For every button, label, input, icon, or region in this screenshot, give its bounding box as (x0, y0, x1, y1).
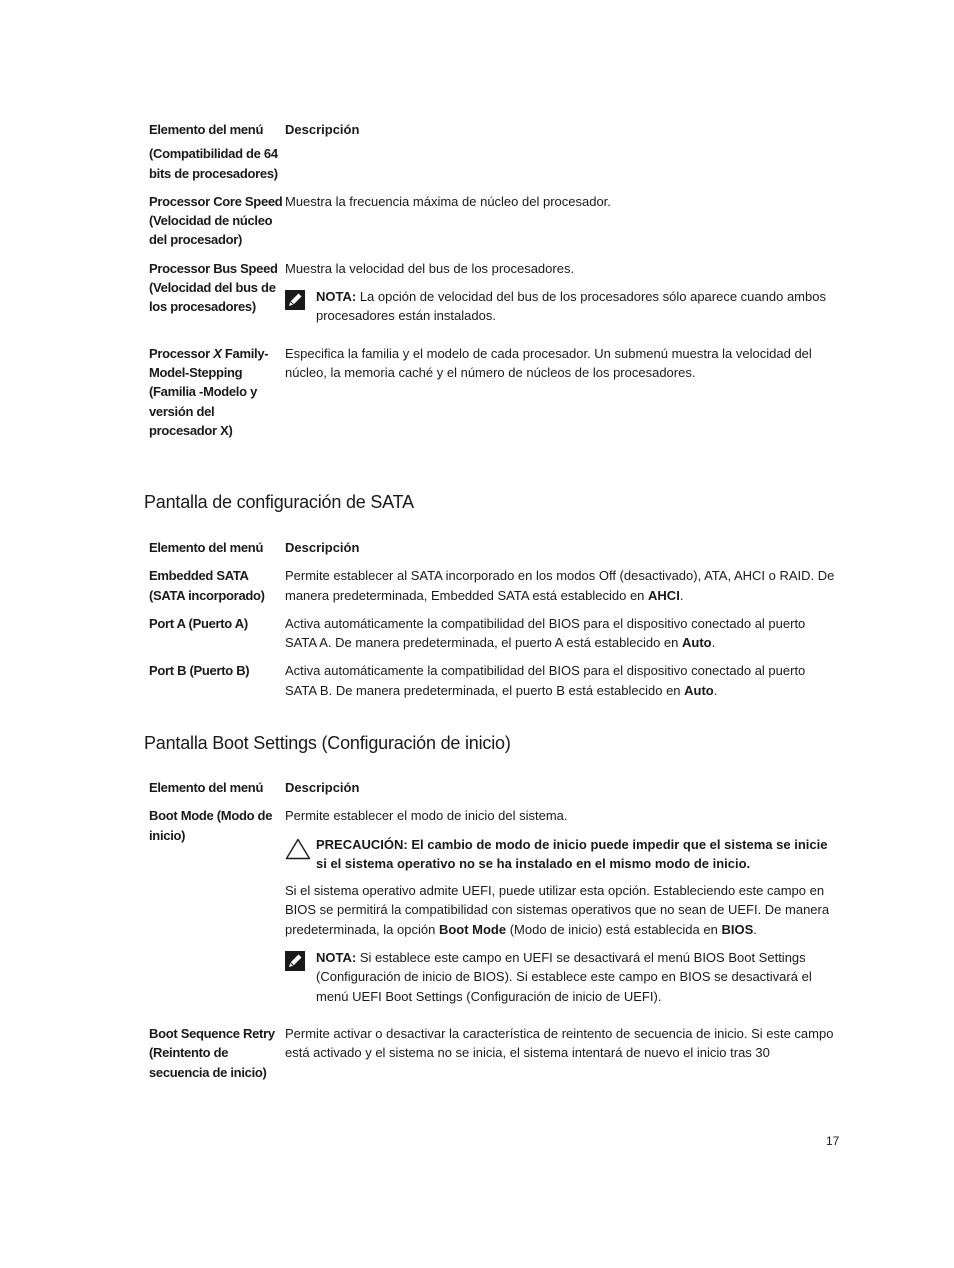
section-heading-boot-settings: Pantalla Boot Settings (Configuración de inicio) (144, 733, 511, 753)
caution-triangle-icon (285, 835, 316, 874)
sata-settings-table (149, 538, 839, 700)
header-description: Descripción (285, 540, 360, 555)
header-menu-item: Elemento del menú (149, 780, 264, 795)
processor-settings-table (149, 120, 839, 440)
table-row (149, 566, 839, 605)
row-term-bus-speed: Processor Bus Speed (Velocidad del bus de los procesadores) (149, 260, 278, 315)
table-row (149, 661, 839, 700)
row-desc-boot-mode (285, 806, 839, 1006)
row-desc-family-model: Especifica la familia y el modelo de cada procesador. Un submenú muestra la velocidad del núcleo, la memoria caché y el número de núcleos de los procesadores. (285, 345, 812, 380)
row-desc-boot-retry: Permite activar o desactivar la característica de reintento de secuencia de inicio. Si este campo está activado y el sistema no se inicia, el sistema intentará de nuevo el inicio tras 30 (285, 1025, 834, 1061)
header-menu-item: Elemento del menú (149, 540, 264, 555)
table-row (149, 806, 839, 1006)
row-desc-embedded-sata: Permite establecer al SATA incorporado en los modos Off (desactivado), ATA, AHCI o RAID. De manera predeterminada, Embedded SATA está establecido en AHCI. (285, 568, 835, 603)
boot-mode-desc-text: Permite establecer el modo de inicio del sistema. (285, 808, 568, 824)
bus-speed-desc-text: Muestra la velocidad del bus de los procesadores. (285, 260, 575, 276)
boot-settings-table (149, 778, 839, 1082)
table-row (149, 344, 839, 440)
note-text: Si establece este campo en UEFI se desactivará el menú BIOS Boot Settings (Configuración de inicio de BIOS). Si establece este campo en BIOS se desactivará el menú UEFI Boot Settings (Configuración de inicio de UEFI). (316, 950, 812, 1004)
note-block (285, 287, 839, 326)
section-heading-sata: Pantalla de configuración de SATA (144, 492, 414, 512)
header-description: Descripción (285, 122, 360, 137)
row-term-boot-mode: Boot Mode (Modo de inicio) (149, 808, 273, 843)
row-term-continued: (Compatibilidad de 64 bits de procesadores) (149, 146, 278, 181)
row-term-boot-retry: Boot Sequence Retry (Reintento de secuencia de inicio) (149, 1025, 275, 1080)
header-menu-item: Elemento del menú (149, 122, 264, 137)
page-number: 17 (826, 1134, 840, 1148)
boot-mode-paragraph: Si el sistema operativo admite UEFI, puede utilizar esta opción. Estableciendo este campo en BIOS se permitirá la compatibilidad con sistemas operativos que no sean de UEFI. De manera predeterminada, la opción Boot Mode (Modo de inicio) está establecida en BIOS. (285, 883, 830, 937)
row-term-family-model: Processor X Family-Model-Stepping (Familia -Modelo y versión del procesador X) (149, 345, 269, 438)
caution-text: PRECAUCIÓN: El cambio de modo de inicio puede impedir que el sistema se inicie si el sistema operativo no se ha instalado en el mismo modo de inicio. (316, 836, 828, 871)
table-row (149, 144, 839, 183)
note-label: NOTA: (316, 950, 357, 966)
table-row (149, 192, 839, 250)
row-term-port-a: Port A (Puerto A) (149, 615, 248, 631)
note-label: NOTA: (316, 289, 357, 305)
row-term-core-speed: Processor Core Speed (Velocidad de núcleo del procesador) (149, 193, 283, 248)
table-row (149, 614, 839, 653)
header-description: Descripción (285, 780, 360, 795)
row-desc-core-speed: Muestra la frecuencia máxima de núcleo del procesador. (285, 193, 611, 209)
row-term-embedded-sata: Embedded SATA (SATA incorporado) (149, 568, 265, 603)
row-desc-bus-speed (285, 259, 839, 326)
table-header (149, 120, 839, 139)
table-row (149, 259, 839, 326)
row-desc-port-b: Activa automáticamente la compatibilidad del BIOS para el dispositivo conectado al puerto SATA B. De manera predeterminada, el puerto B está establecido en Auto. (285, 663, 806, 698)
row-desc-port-a: Activa automáticamente la compatibilidad del BIOS para el dispositivo conectado al puerto SATA A. De manera predeterminada, el puerto A está establecido en Auto. (285, 615, 806, 651)
table-header (149, 538, 839, 557)
pencil-note-icon (285, 287, 316, 326)
row-term-port-b: Port B (Puerto B) (149, 663, 250, 679)
note-block (285, 948, 839, 1006)
table-row (149, 1024, 839, 1082)
pencil-note-icon (285, 948, 316, 1006)
table-header (149, 778, 839, 797)
note-text: La opción de velocidad del bus de los procesadores sólo aparece cuando ambos procesadores están instalados. (316, 289, 826, 324)
caution-block (285, 835, 839, 874)
